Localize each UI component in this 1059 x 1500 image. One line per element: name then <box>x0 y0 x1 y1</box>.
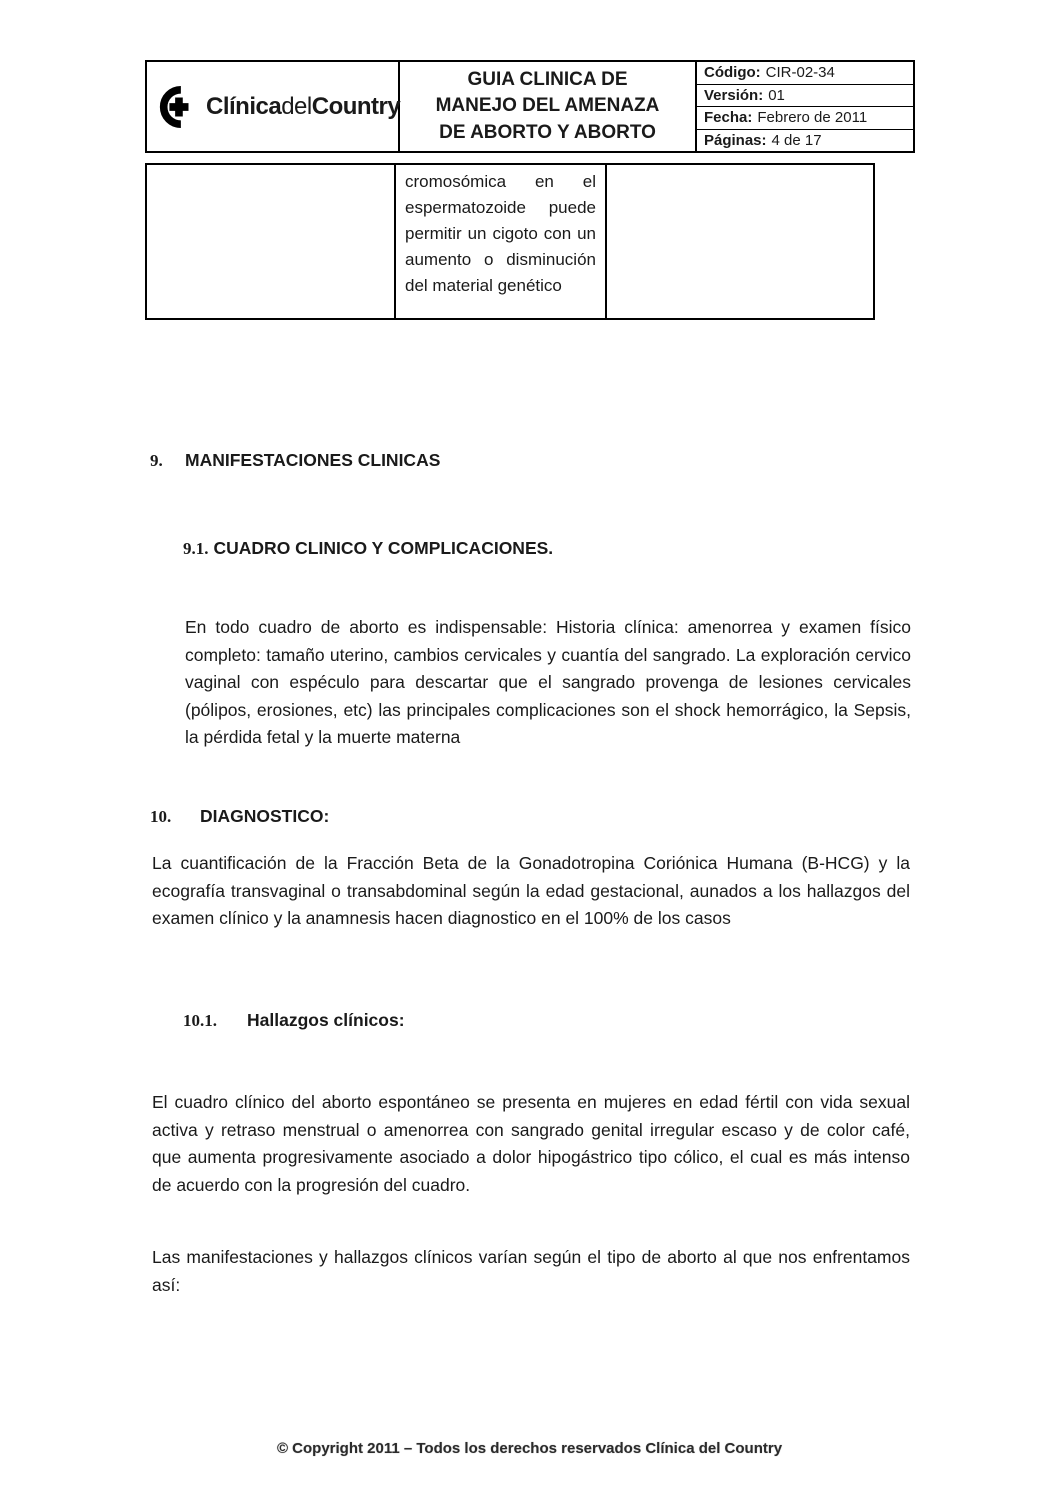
title-line-2: MANEJO DEL AMENAZA <box>435 95 660 117</box>
section-10-1-title: Hallazgos clínicos: <box>247 1010 405 1030</box>
meta-fecha: Fecha: Febrero de 2011 <box>697 107 913 130</box>
section-10-heading <box>150 806 329 827</box>
logo-word-clinica: Clínica <box>206 92 282 120</box>
section-9-1-heading <box>183 538 553 559</box>
logo-word-del: del <box>281 92 312 120</box>
section-9-1-number: 9.1. <box>183 539 209 558</box>
meta-codigo: Código: CIR-02-34 <box>697 62 913 85</box>
paragraph-diagnostico: La cuantificación de la Fracción Beta de la Gonadotropina Coriónica Humana (B-HCG) y la ecografía transvaginal o transabdominal según la edad gestacional, aunados a los hallazgos del examen clínico y la anamnesis hacen diagnostico en el 100% de los casos <box>152 853 910 928</box>
section-9-1-title: CUADRO CLINICO Y COMPLICACIONES. <box>213 538 554 558</box>
paragraph-hallazgos-1: El cuadro clínico del aborto espontáneo se presenta en mujeres en edad fértil con vida sexual activa y retraso menstrual o amenorrea con sangrado genital irregular escaso y de color café, que aumenta progresivamente asociado a dolor hipogástrico tipo cólico, el cual es más intenso de acuerdo con la progresión del cuadro. <box>152 1092 910 1195</box>
paragraph-hallazgos-2: Las manifestaciones y hallazgos clínicos varían según el tipo de aborto al que nos enfrentamos así: <box>152 1247 910 1295</box>
logo-word-country: Country <box>311 92 401 120</box>
document-header <box>145 60 915 153</box>
paragraph-cuadro-clinico: En todo cuadro de aborto es indispensable: Historia clínica: amenorrea y examen físico completo: tamaño uterino, cambios cervicales y cuantía del sangrado. La exploración cervico vaginal con espéculo para descartar que el sangrado provenga de lesiones cervicales (pólipos, erosiones, etc) las principales complicaciones son el shock hemorrágico, la Sepsis, la pérdida fetal y la muerte materna <box>185 617 911 747</box>
section-10-title: DIAGNOSTICO: <box>200 806 330 826</box>
table-cell-left-empty <box>147 165 396 318</box>
section-9-title: MANIFESTACIONES CLINICAS <box>185 450 441 470</box>
meta-version: Versión: 01 <box>697 85 913 108</box>
title-line-3: DE ABORTO Y ABORTO <box>439 121 656 143</box>
title-line-1: GUIA CLINICA DE <box>467 68 628 90</box>
section-10-number: 10. <box>150 807 172 826</box>
table-cell-right-empty <box>607 165 873 318</box>
section-9-number: 9. <box>150 451 163 470</box>
document-title <box>400 62 697 151</box>
etiology-table-continuation <box>145 163 875 320</box>
section-10-1-heading <box>183 1010 405 1031</box>
clinica-del-country-logo-icon <box>157 86 199 128</box>
table-cell-text: cromosómica en el espermatozoide puede permitir un cigoto con un aumento o disminución del material genético <box>396 165 607 318</box>
copyright-footer: © Copyright 2011 – Todos los derechos reservados Clínica del Country <box>276 1440 783 1457</box>
document-meta <box>697 62 913 151</box>
meta-paginas: Páginas: 4 de 17 <box>704 131 822 149</box>
logo-text <box>206 93 400 121</box>
section-9-heading <box>150 450 440 471</box>
logo <box>147 62 400 151</box>
section-10-1-number: 10.1. <box>183 1011 217 1030</box>
